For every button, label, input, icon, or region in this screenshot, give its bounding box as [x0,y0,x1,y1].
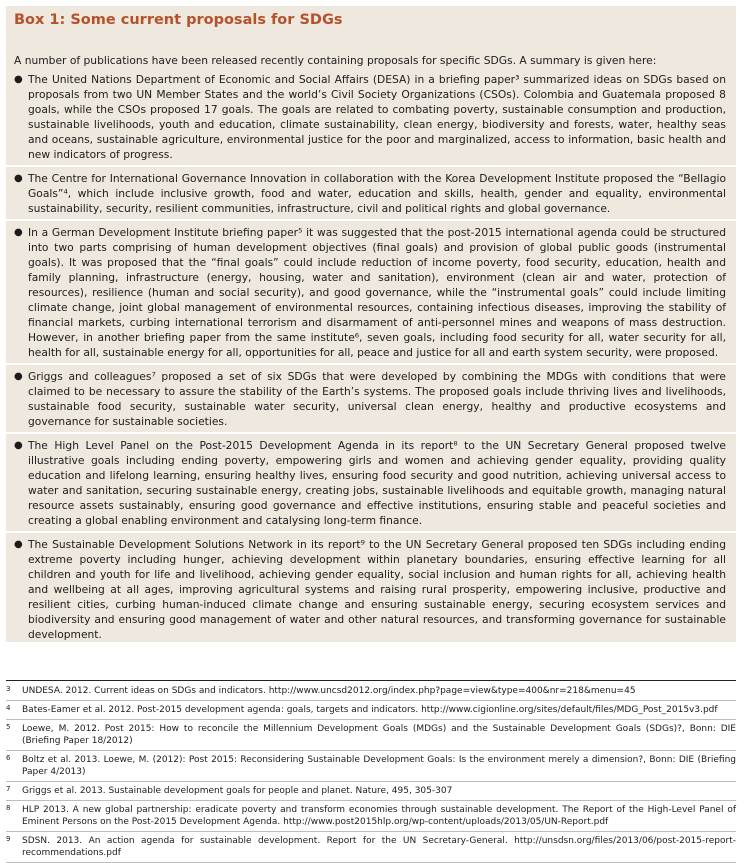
box-title: Box 1: Some current proposals for SDGs [14,12,343,28]
list-item-text: Griggs and colleagues⁷ proposed a set of six SDGs that were developed by combining the MDGs with conditions that were claimed to be necessary to assure the stability of the Earth’s systems. The proposed goals include thriving lives and livelihoods, sustainable food security, sustainable water security, universal clean energy, healthy and productive ecosystems and governance for sustainable societies. [28,370,726,428]
list-item-text: The Centre for International Governance Innovation in collaboration with the Korea Development Institute proposed the “Bellagio Goals”⁴, which include inclusive growth, food and water, education and skills, health, gender and equality, environmental sustainability, security, resilient communities, infrastructure, civil and political rights and global governance. [28,172,726,215]
bullet-dot-icon: ● [14,440,23,451]
footnote-number: 7 [6,785,11,793]
bullet-dot-icon: ● [14,371,23,382]
footnote-text: Loewe, M. 2012. Post 2015: How to reconcile the Millennium Development Goals (MDGs) and the Sustainable Development Goals (SDGs)?, Bonn: DIE (Briefing Paper 18/2012) [22,724,736,746]
list-item-text: In a German Development Institute briefing paper⁵ it was suggested that the post-2015 international agenda could be structured into two parts comprising of human development objectives (final goals) and provision of global public goods (instrumental goals). It was proposed that the “final goals” could include reduction of income poverty, food security, education, health and family planning, infrastructure (energy, housing, water and sanitation), environment (clean air and water, protection of resources), resilience (human and social security), and good governance, while the “instrumental goals” could include limiting climate change, joint global management of environmental resources, containing infectious diseases, improving the stability of financial markets, curbing international terrorism and disarmament of anti-personnel mines and weapons of mass destruction. However, in another briefing paper from the same institute⁶, seven goals, including food security for all, water security for all, health for all, sustainable energy for all, opportunities for all, peace and justice for all and earth system security, were proposed. [28,226,726,359]
footnote [6,751,736,782]
list-item-text: The High Level Panel on the Post-2015 Development Agenda in its report⁸ to the UN Secretary General proposed twelve illustrative goals including ending poverty, empowering girls and women and achieving gender equality, providing quality education and lifelong learning, ensuring healthy lives, ensuring food security and good nutrition, achieving universal access to water and sanitation, securing sustainable energy, creating jobs, sustainable livelihoods and equitable growth, managing natural resource assets sustainably, ensuring good governance and effective institutions, ensuring stable and peaceful societies and creating a global enabling environment and catalysing long-term finance. [28,439,726,527]
footnote-text: SDSN. 2013. An action agenda for sustainable development. Report for the UN Secretary-General. http://unsdsn.org/files/2013/06/post-2015-report-recommendations.pdf [22,836,736,858]
footnote-number: 5 [6,723,11,731]
footnote-text: HLP 2013. A new global partnership: eradicate poverty and transform economies through sustainable development. The Report of the High-Level Panel of Eminent Persons on the Post-2015 Development Agenda. http://www.post2015hlp.org/wp-content/uploads/2013/05/UN-Report.pdf [22,805,736,827]
footnote-text: Bates-Eamer et al. 2012. Post-2015 development agenda: goals, targets and indicators. http://www.cigionline.org/sites/default/files/MDG_Post_2015v3.pdf [22,705,718,715]
proposals-list [6,72,736,649]
footnote-number: 6 [6,754,11,762]
footnote-text: UNDESA. 2012. Current ideas on SDGs and indicators. http://www.uncsd2012.org/index.php?page=view&type=400&nr=218&menu=45 [22,686,636,696]
footnote [6,720,736,751]
footnote-number: 3 [6,685,11,693]
list-item [6,438,736,533]
bullet-dot-icon: ● [14,539,23,550]
list-item [6,225,736,365]
footnote [6,801,736,832]
bullet-dot-icon: ● [14,173,23,184]
list-item [6,369,736,434]
footnote-number: 8 [6,804,11,812]
list-item [6,171,736,221]
footnote [6,682,736,701]
box-intro: A number of publications have been released recently containing proposals for specific SDGs. A summary is given here: [14,54,657,67]
footnote [6,782,736,801]
list-item [6,72,736,167]
footnotes [6,682,736,863]
footnote-text: Boltz et al. 2013. Loewe, M. (2012): Post 2015: Reconsidering Sustainable Development Goals: Is the environment merely a dimension?, Bonn: DIE (Briefing Paper 4/2013) [22,755,736,777]
list-item-text: The United Nations Department of Economic and Social Affairs (DESA) in a briefing paper³ summarized ideas on SDGs based on proposals from two UN Member States and the world’s Civil Society Organizations (CSOs). Colombia and Guatemala proposed 8 goals, while the CSOs proposed 17 goals. The goals are related to combating poverty, sustainable consumption and production, sustainable livelihoods, youth and education, climate sustainability, clean energy, biodiversity and forests, water, healthy seas and oceans, sustainable agriculture, environmental justice for the poor and marginalized, access to information, basic health and new indicators of progress. [28,73,726,161]
list-item-text: The Sustainable Development Solutions Network in its report⁹ to the UN Secretary General proposed ten SDGs including ending extreme poverty including hunger, achieving development within planetary boundaries, ensuring effective learning for all children and youth for life and livelihood, achieving gender equality, social inclusion and human rights for all, achieving health and wellbeing at all ages, improving agricultural systems and raising rural prosperity, empowering inclusive, productive and resilient cities, curbing human-induced climate change and ensuring sustainable energy, securing ecosystem services and biodiversity and ensuring good management of water and other natural resources, and transforming governance for sustainable development. [28,538,726,641]
proposals-box [6,6,736,642]
bullet-dot-icon: ● [14,227,23,238]
footnote [6,701,736,720]
bullet-dot-icon: ● [14,74,23,85]
footnote-number: 4 [6,704,11,712]
list-item [6,537,736,645]
footnote-number: 9 [6,835,11,843]
footnote-text: Griggs et al. 2013. Sustainable development goals for people and planet. Nature, 495, 305-307 [22,786,453,796]
footnote [6,832,736,863]
footnote-divider [6,680,736,681]
